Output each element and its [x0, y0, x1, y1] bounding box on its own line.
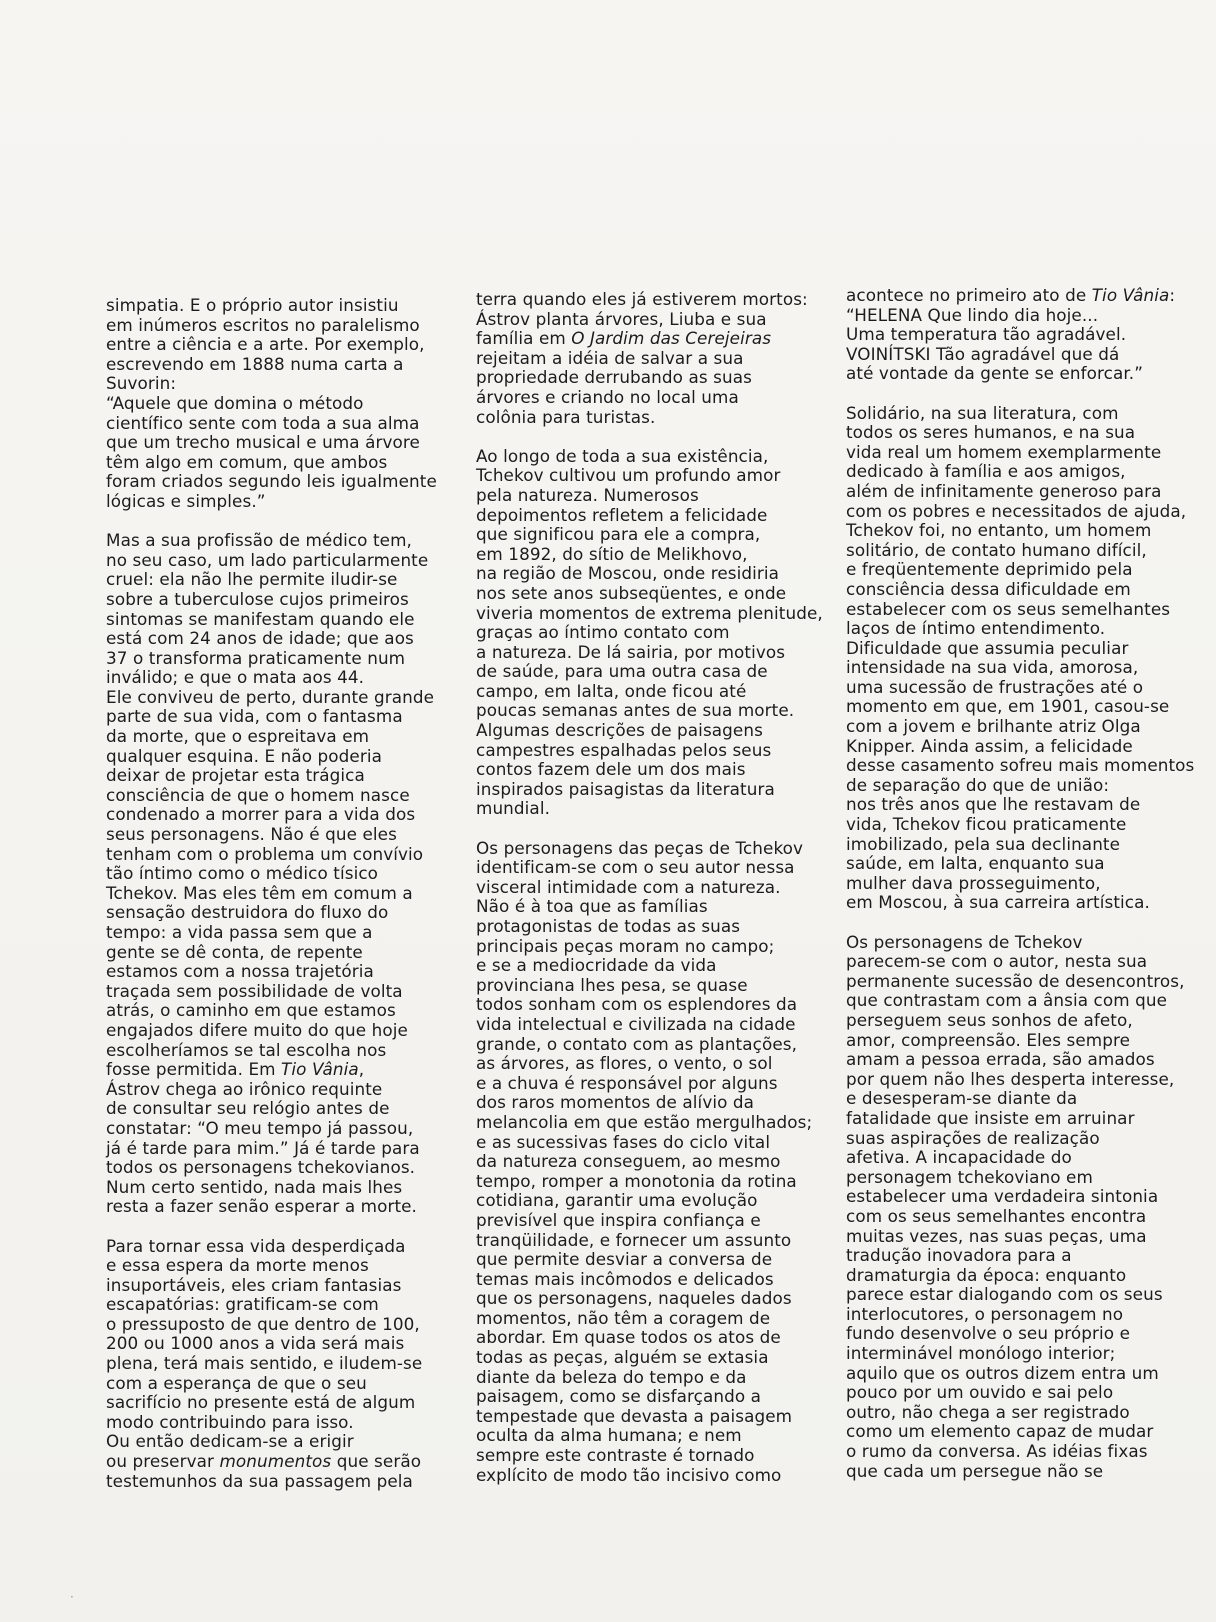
text-line: árvores e criando no local uma [476, 386, 739, 407]
text-line: tempestade que devasta a paisagem [476, 1405, 793, 1426]
text-line: principais peças moram no campo; [476, 935, 775, 956]
text-line: 200 ou 1000 anos a vida será mais [106, 1333, 405, 1354]
text-line: outro, não chega a ser registrado [846, 1401, 1130, 1422]
text-line: nos três anos que lhe restavam de [846, 794, 1141, 815]
text-line: suas aspirações de realização [846, 1127, 1100, 1148]
text-line: Solidário, na sua literatura, com [846, 402, 1119, 423]
text-line: seus personagens. Não é que eles [106, 824, 397, 845]
text-line: e freqüentemente deprimido pela [846, 559, 1133, 580]
text-line: viveria momentos de extrema plenitude, [476, 602, 823, 623]
text-line: em 1892, do sítio de Melikhovo, [476, 543, 748, 564]
text-column-2 [476, 289, 823, 1485]
text-line: “HELENA Que lindo dia hoje... [846, 304, 1099, 325]
text-line: as árvores, as flores, o vento, o sol [476, 1053, 773, 1074]
text-line: sintomas se manifestam quando ele [106, 608, 415, 629]
text-line: com a jovem e brilhante atriz Olga [846, 716, 1141, 737]
text-line: solitário, de contato humano difícil, [846, 539, 1147, 560]
text-line: e as sucessivas fases do ciclo vital [476, 1131, 771, 1152]
text-column-1 [106, 296, 444, 1491]
text-line: sensação destruidora do fluxo do [106, 902, 389, 923]
text-line: em inúmeros escritos no paralelismo [106, 314, 420, 335]
text-line: afetiva. A incapacidade do [846, 1147, 1072, 1168]
text-line: estabelecer com os seus semelhantes [846, 598, 1171, 619]
text-line: personagem tchekoviano em [846, 1166, 1093, 1187]
text-line: poucas semanas antes de sua morte. [476, 700, 795, 721]
text-line: identificam-se com o seu autor nessa [476, 857, 795, 878]
text-line: vida real um homem exemplarmente [846, 441, 1162, 462]
text-line: que cada um persegue não se [846, 1460, 1104, 1481]
text-line: Ástrov planta árvores, Liuba e sua [476, 308, 767, 329]
text-line: plena, terá mais sentido, e iludem-se [106, 1353, 423, 1374]
text-line: parte de sua vida, com o fantasma [106, 706, 403, 727]
text-line: perseguem seus sonhos de afeto, [846, 1009, 1133, 1030]
text-line: provinciana lhes pesa, se quase [476, 974, 748, 995]
text-line: dramaturgia da época: enquanto [846, 1264, 1127, 1285]
text-line: fosse permitida. Em Tio Vânia, [106, 1059, 365, 1080]
text-line: de consultar seu relógio antes de [106, 1098, 390, 1119]
text-line: depoimentos refletem a felicidade [476, 504, 768, 525]
text-line: intensidade na sua vida, amorosa, [846, 657, 1139, 678]
text-line: vida intelectual e civilizada na cidade [476, 1013, 796, 1034]
paragraph-break [106, 1217, 444, 1237]
text-line: Ele conviveu de perto, durante grande [106, 686, 435, 707]
text-line: interminável monólogo interior; [846, 1343, 1116, 1364]
text-line: consciência de que o homem nasce [106, 784, 410, 805]
text-line: desse casamento sofreu mais momentos [846, 755, 1195, 776]
text-line: e a chuva é responsável por alguns [476, 1072, 778, 1093]
text-line: previsível que inspira confiança e [476, 1209, 761, 1230]
text-line: consciência dessa dificuldade em [846, 578, 1131, 599]
text-line: acontece no primeiro ato de Tio Vânia: [846, 285, 1176, 305]
text-line: Ou então dedicam-se a erigir [106, 1431, 354, 1452]
text-line: cotidiana, garantir uma evolução [476, 1190, 758, 1211]
text-line: científico sente com toda a sua alma [106, 412, 420, 433]
text-line: têm algo em comum, que ambos [106, 451, 388, 472]
text-line: resta a fazer senão esperar a morte. [106, 1196, 417, 1217]
text-line: como um elemento capaz de mudar [846, 1421, 1154, 1442]
text-line: no seu caso, um lado particularmente [106, 549, 429, 570]
text-line: parece estar dialogando com os seus [846, 1284, 1163, 1305]
text-line: Dificuldade que assumia peculiar [846, 637, 1129, 658]
paragraph-break [846, 384, 1188, 404]
text-line: parecem-se com o autor, nesta sua [846, 951, 1148, 972]
text-line: lógicas e simples.” [106, 490, 266, 511]
paragraph-break [106, 512, 444, 532]
text-line: pouco por um ouvido e sai pelo [846, 1382, 1114, 1403]
text-line: engajados difere muito do que hoje [106, 1019, 408, 1040]
text-line: o rumo da conversa. As idéias fixas [846, 1441, 1148, 1462]
text-line: deixar de projetar esta trágica [106, 765, 365, 786]
text-line: uma sucessão de frustrações até o [846, 676, 1144, 697]
text-line: todos os seres humanos, e na sua [846, 422, 1136, 443]
text-line: da morte, que o espreitava em [106, 726, 370, 747]
text-line: campo, em Ialta, onde ficou até [476, 680, 747, 701]
text-line: fatalidade que insiste em arruinar [846, 1107, 1135, 1128]
text-line: entre a ciência e a arte. Por exemplo, [106, 334, 425, 355]
text-line: estabelecer uma verdadeira sintonia [846, 1186, 1159, 1207]
text-line: testemunhos da sua passagem pela [106, 1470, 413, 1491]
text-line: nos sete anos subseqüentes, e onde [476, 582, 787, 603]
text-line: colônia para turistas. [476, 406, 656, 427]
text-line: cruel: ela não lhe permite iludir-se [106, 569, 398, 590]
text-line: diante da beleza do tempo e da [476, 1366, 747, 1387]
text-line: pela natureza. Numerosos [476, 484, 699, 505]
text-line: foram criados segundo leis igualmente [106, 471, 437, 492]
text-line: com a esperança de que o seu [106, 1372, 367, 1393]
text-line: da natureza conseguem, ao mesmo [476, 1151, 781, 1172]
text-line: Os personagens das peças de Tchekov [476, 837, 804, 858]
text-line: todos os personagens tchekovianos. [106, 1157, 416, 1178]
text-line: que contrastam com a ânsia com que [846, 990, 1168, 1011]
text-line: atrás, o caminho em que estamos [106, 1000, 396, 1021]
text-line: condenado a morrer para a vida dos [106, 804, 416, 825]
text-line: de separação do que de união: [846, 774, 1110, 795]
text-line: Mas a sua profissão de médico tem, [106, 530, 412, 551]
text-line: melancolia em que estão mergulhados; [476, 1111, 813, 1132]
text-line: imobilizado, pela sua declinante [846, 833, 1121, 854]
text-line: escolheríamos se tal escolha nos [106, 1039, 387, 1060]
text-line: abordar. Em quase todos os atos de [476, 1327, 781, 1348]
text-line: que um trecho musical e uma árvore [106, 432, 420, 453]
text-line: Tchekov foi, no entanto, um homem [846, 520, 1152, 541]
text-line: Não é à toa que as famílias [476, 896, 708, 917]
paragraph-break [476, 819, 816, 839]
text-line: sacrifício no presente está de algum [106, 1392, 416, 1413]
text-line: oculta da alma humana; e nem [476, 1425, 742, 1446]
text-line: 37 o transforma praticamente num [106, 647, 406, 668]
text-line: grande, o contato com as plantações, [476, 1033, 798, 1054]
text-line: temas mais incômodos e delicados [476, 1268, 774, 1289]
text-line: sempre este contraste é tornado [476, 1445, 755, 1466]
text-line: que permite desviar a conversa de [476, 1249, 773, 1270]
text-line: tranqüilidade, e fornecer um assunto [476, 1229, 792, 1250]
text-line: protagonistas de todas as suas [476, 916, 741, 936]
text-line: Tchekov cultivou um profundo amor [476, 465, 781, 486]
text-line: VOINÍTSKI Tão agradável que dá [846, 343, 1120, 364]
text-line: com os pobres e necessitados de ajuda, [846, 500, 1187, 521]
text-line: que os personagens, naqueles dados [476, 1288, 792, 1309]
text-line: Ao longo de toda a sua existência, [476, 445, 769, 466]
text-line: inspirados paisagistas da literatura [476, 778, 775, 799]
text-line: Os personagens de Tchekov [846, 931, 1083, 952]
scan-speck: · [70, 1590, 74, 1604]
text-line: ou preservar monumentos que serão [106, 1451, 422, 1472]
text-line: qualquer esquina. E não poderia [106, 745, 382, 766]
text-line: tenham com o problema um convívio [106, 843, 424, 864]
text-line: terra quando eles já estiverem mortos: [476, 289, 808, 309]
text-line: graças ao íntimo contato com [476, 622, 730, 643]
text-line: Para tornar essa vida desperdiçada [106, 1235, 406, 1256]
text-line: laços de íntimo entendimento. [846, 618, 1106, 639]
text-line: a natureza. De lá sairia, por motivos [476, 641, 786, 662]
text-line: o pressuposto de que dentro de 100, [106, 1313, 420, 1334]
text-line: e essa espera da morte menos [106, 1255, 369, 1276]
text-line: tempo, romper a monotonia da rotina [476, 1170, 797, 1191]
paragraph-break [476, 427, 816, 447]
text-line: na região de Moscou, onde residiria [476, 563, 780, 584]
text-line: além de infinitamente generoso para [846, 480, 1162, 501]
text-line: dos raros momentos de alívio da [476, 1092, 755, 1113]
text-line: Suvorin: [106, 373, 177, 394]
text-line: amor, compreensão. Eles sempre [846, 1029, 1131, 1050]
text-line: tempo: a vida passa sem que a [106, 922, 373, 942]
text-line: já é tarde para mim.” Já é tarde para [106, 1137, 420, 1158]
text-line: mundial. [476, 798, 551, 819]
text-line: “Aquele que domina o método [106, 392, 364, 413]
text-line: simpatia. E o próprio autor insistiu [106, 295, 399, 315]
text-line: Knipper. Ainda assim, a felicidade [846, 735, 1133, 756]
text-line: muitas vezes, nas suas peças, uma [846, 1225, 1147, 1246]
text-line: por quem não lhes desperta interesse, [846, 1068, 1175, 1089]
text-line: com os seus semelhantes encontra [846, 1205, 1147, 1226]
text-line: traçada sem possibilidade de volta [106, 980, 403, 1001]
text-line: sobre a tuberculose cujos primeiros [106, 588, 409, 609]
text-line: todos sonham com os esplendores da [476, 994, 798, 1015]
text-line: dedicado à família e aos amigos, [846, 461, 1126, 482]
text-line: saúde, em Ialta, enquanto sua [846, 853, 1105, 874]
text-line: visceral intimidade com a natureza. [476, 876, 781, 897]
text-column-3 [846, 285, 1195, 1481]
text-line: escrevendo em 1888 numa carta a [106, 353, 404, 374]
text-line: momentos, não têm a coragem de [476, 1307, 771, 1328]
text-line: está com 24 anos de idade; que aos [106, 628, 414, 649]
text-line: rejeitam a idéia de salvar a sua [476, 347, 744, 368]
text-line: Ástrov chega ao irônico requinte [106, 1078, 383, 1099]
text-line: aquilo que os outros dizem entra um [846, 1362, 1159, 1383]
text-line: tão íntimo como o médico tísico [106, 863, 379, 884]
text-line: paisagem, como se disfarçando a [476, 1386, 762, 1407]
text-line: propriedade derrubando as suas [476, 367, 752, 388]
text-line: Uma temperatura tão agradável. [846, 324, 1127, 345]
text-line: e desesperam-se diante da [846, 1088, 1078, 1109]
text-line: Num certo sentido, nada mais lhes [106, 1176, 403, 1197]
text-line: escapatórias: gratificam-se com [106, 1294, 379, 1315]
text-line: amam a pessoa errada, são amados [846, 1049, 1155, 1070]
text-line: estamos com a nossa trajetória [106, 961, 374, 982]
text-line: interlocutores, o personagem no [846, 1303, 1124, 1324]
text-line: todas as peças, alguém se extasia [476, 1347, 769, 1368]
text-line: que significou para ele a compra, [476, 524, 761, 545]
text-line: tradução inovadora para a [846, 1245, 1072, 1266]
text-line: Tchekov. Mas eles têm em comum a [106, 882, 413, 903]
text-line: inválido; e que o mata aos 44. [106, 667, 365, 688]
text-line: gente se dê conta, de repente [106, 941, 363, 962]
text-line: até vontade da gente se enforcar.” [846, 363, 1144, 384]
text-line: modo contribuindo para isso. [106, 1411, 354, 1432]
text-line: fundo desenvolve o seu próprio e [846, 1323, 1130, 1344]
text-line: insuportáveis, eles criam fantasias [106, 1274, 402, 1295]
text-line: em Moscou, à sua carreira artística. [846, 892, 1150, 913]
text-line: permanente sucessão de desencontros, [846, 970, 1185, 991]
text-line: campestres espalhadas pelos seus [476, 739, 772, 760]
text-line: vida, Tchekov ficou praticamente [846, 814, 1127, 835]
text-line: contos fazem dele um dos mais [476, 759, 746, 780]
text-line: constatar: “O meu tempo já passou, [106, 1117, 414, 1138]
text-line: mulher dava prosseguimento, [846, 872, 1101, 893]
text-line: Algumas descrições de paisagens [476, 720, 763, 741]
text-line: momento em que, em 1901, casou-se [846, 696, 1170, 717]
text-line: e se a mediocridade da vida [476, 955, 717, 976]
paragraph-break [846, 913, 1188, 933]
text-line: família em O Jardim das Cerejeiras [476, 328, 772, 349]
text-line: explícito de modo tão incisivo como [476, 1464, 782, 1485]
text-line: de saúde, para uma outra casa de [476, 661, 768, 682]
